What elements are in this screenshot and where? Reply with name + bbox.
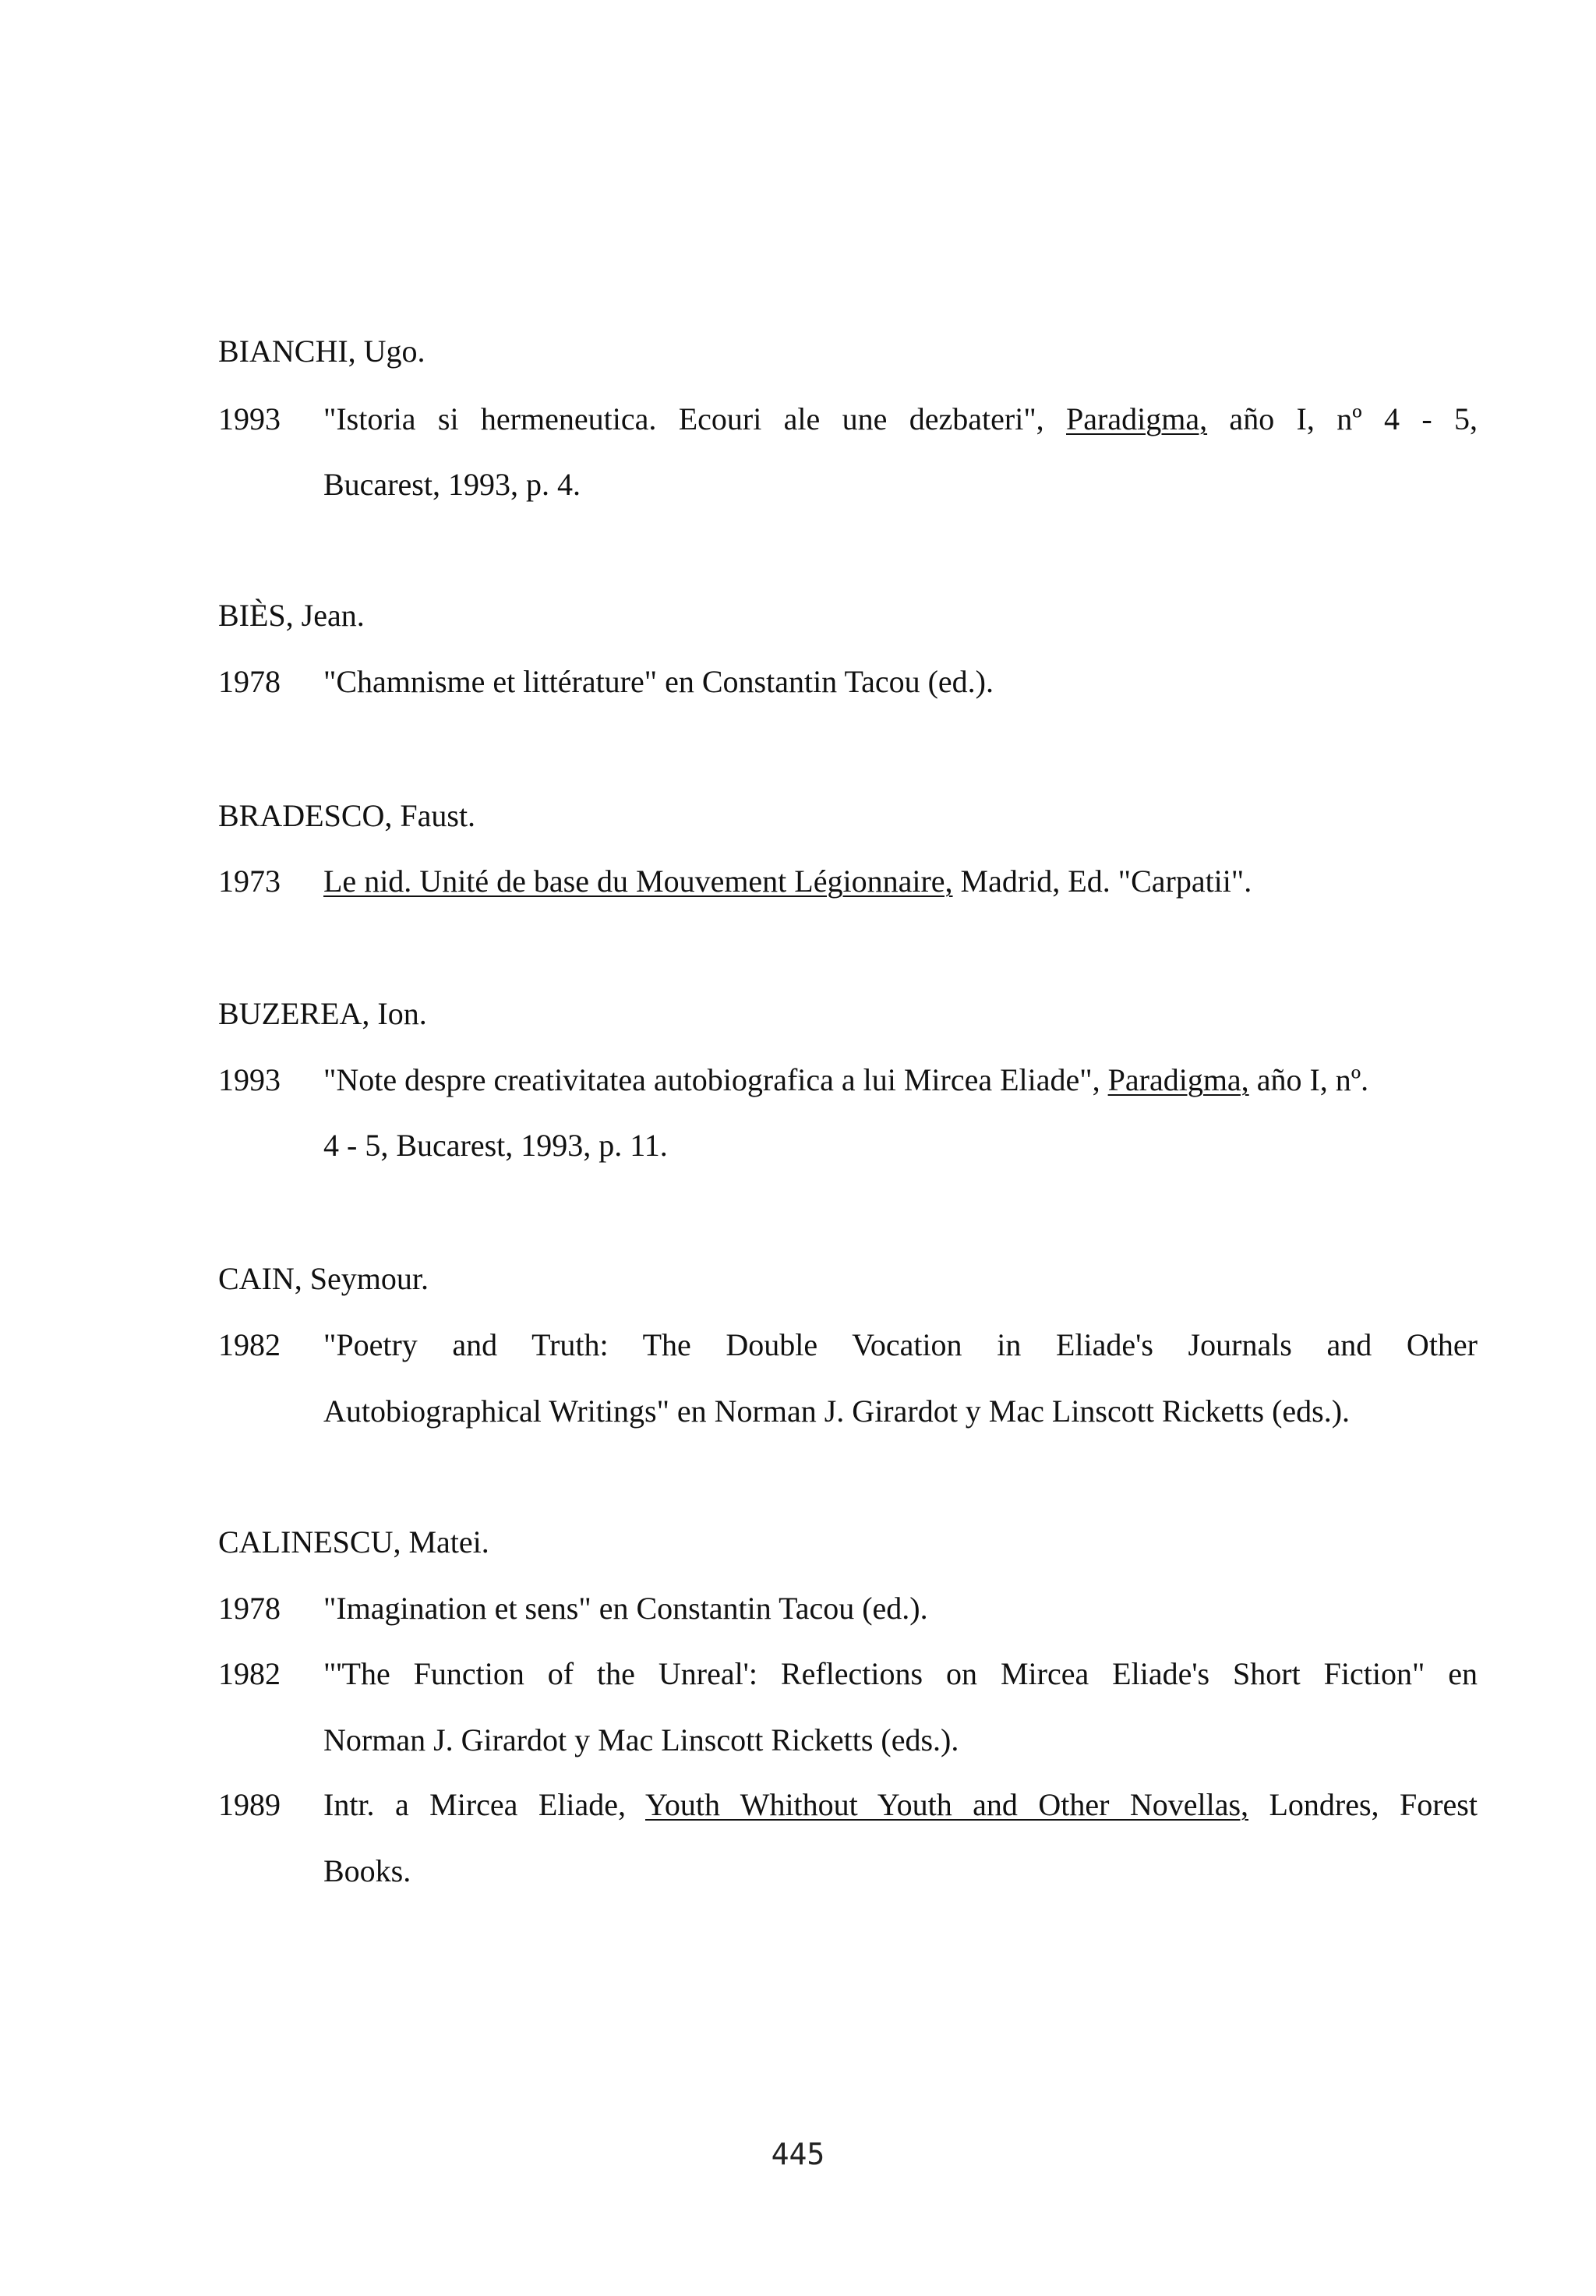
author-heading: CAIN, Seymour. xyxy=(218,1261,429,1296)
entry-line: "Chamnisme et littérature" en Constantin Tacou (ed.). xyxy=(323,664,994,699)
entry-year: 1973 xyxy=(218,864,281,899)
entry-text: Madrid, Ed. "Carpatii". xyxy=(952,864,1252,899)
entry-year: 1982 xyxy=(218,1327,281,1362)
author-heading: BRADESCO, Faust. xyxy=(218,798,476,833)
journal-title: Paradigma, xyxy=(1066,401,1208,436)
page-number: 445 xyxy=(771,2137,825,2171)
entry-line: "Imagination et sens" en Constantin Tacou (ed.). xyxy=(323,1591,928,1626)
entry-text: año I, nº 4 - 5, xyxy=(1207,401,1478,436)
entry-text: Londres, Forest xyxy=(1248,1787,1478,1822)
entry-line: 4 - 5, Bucarest, 1993, p. 11. xyxy=(323,1128,668,1163)
entry-text: Intr. a Mircea Eliade, xyxy=(323,1787,627,1822)
entry-text: año I, nº. xyxy=(1248,1062,1369,1097)
book-title: Youth Whithout Youth and Other Novellas, xyxy=(644,1787,1249,1822)
author-heading: BUZEREA, Ion. xyxy=(218,996,427,1031)
author-heading: CALINESCU, Matei. xyxy=(218,1524,489,1560)
entry-text: "Istoria si hermeneutica. Ecouri ale une dezbateri", xyxy=(323,401,1044,436)
entry-line: Books. xyxy=(323,1853,411,1888)
entry-line xyxy=(323,1061,1368,1099)
author-heading: BIANCHI, Ugo. xyxy=(218,334,425,369)
entry-year: 1978 xyxy=(218,1591,281,1626)
journal-title: Paradigma, xyxy=(1107,1062,1249,1097)
entry-year: 1993 xyxy=(218,1062,281,1097)
entry-line: "'The Function of the Unreal': Reflections on Mircea Eliade's Short Fiction" en xyxy=(323,1656,1478,1691)
entry-line xyxy=(323,863,1252,900)
entry-year: 1978 xyxy=(218,664,281,699)
entry-year: 1989 xyxy=(218,1787,281,1822)
book-title: Le nid. Unité de base du Mouvement Légionnaire, xyxy=(323,864,953,899)
entry-line: Norman J. Girardot y Mac Linscott Ricketts (eds.). xyxy=(323,1722,959,1757)
entry-line xyxy=(323,401,1478,438)
entry-text: "Note despre creativitatea autobiografica a lui Mircea Eliade", xyxy=(323,1062,1100,1097)
entry-line: Bucarest, 1993, p. 4. xyxy=(323,467,581,502)
entry-line: Autobiographical Writings" en Norman J. Girardot y Mac Linscott Ricketts (eds.). xyxy=(323,1393,1351,1429)
entry-year: 1993 xyxy=(218,401,281,436)
entry-year: 1982 xyxy=(218,1656,281,1691)
entry-line xyxy=(323,1786,1478,1824)
entry-line: "Poetry and Truth: The Double Vocation in Eliade's Journals and Other xyxy=(323,1327,1478,1362)
author-heading: BIÈS, Jean. xyxy=(218,598,365,633)
